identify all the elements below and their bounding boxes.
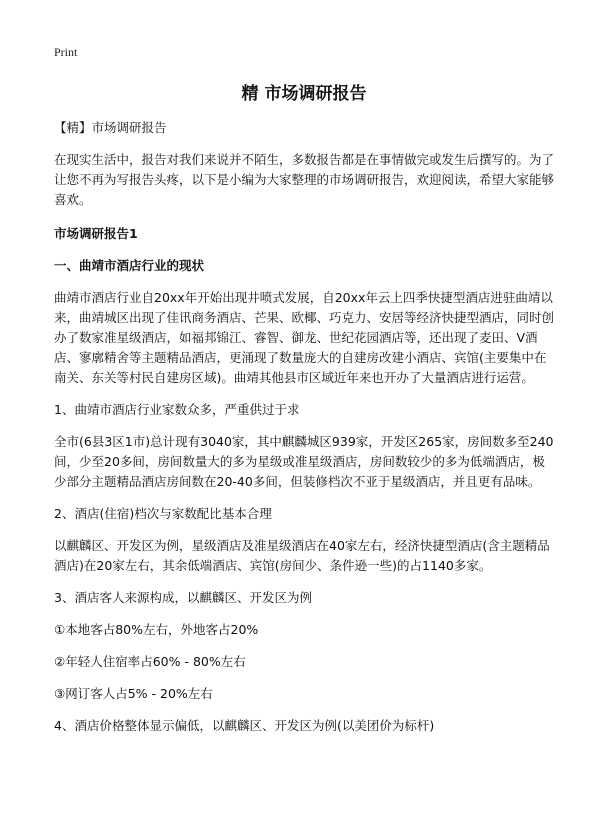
paragraph-1: 曲靖市酒店行业自20xx年开始出现井喷式发展，自20xx年云上四季快捷型酒店进驻曲靖以来，曲靖城区出现了佳讯商务酒店、芒果、欧椰、巧克力、安居等经济快捷型酒店，同时创办了数家准星级酒店，如福邦锦江、睿智、御龙、世纪花园酒店等，还出现了麦田、V酒店、寥廓精舍等主题精品酒店，更涌现了数量庞大的自建房改建小酒店、宾馆(主要集中在南关、东关等村民自建房区域)。曲靖其他县市区域近年来也开办了大量酒店进行运营。 — [54, 290, 555, 385]
paragraph-3: 以麒麟区、开发区为例，星级酒店及准星级酒店在40家左右，经济快捷型酒店(含主题精品酒店)在20家左右，其余低端酒店、宾馆(房间少、条件逊一些)的占1140多家。 — [54, 538, 550, 573]
intro-paragraph: 在现实生活中，报告对我们来说并不陌生，多数报告都是在事情做完或发生后撰写的。为了让您不再为写报告头疼，以下是小编为大家整理的市场调研报告，欢迎阅读，希望大家能够喜欢。 — [54, 152, 555, 207]
document-title: 精 市场调研报告 — [241, 84, 367, 104]
list-item-4: 4、酒店价格整体显示偏低，以麒麟区、开发区为例(以美团价为标杆) — [54, 718, 435, 733]
list-item-2: 2、酒店(住宿)档次与家数配比基本合理 — [54, 506, 272, 521]
list-item-1: 1、曲靖市酒店行业家数众多，严重供过于求 — [54, 402, 300, 417]
list-item-3: 3、酒店客人来源构成，以麒麟区、开发区为例 — [54, 590, 312, 605]
sub-item-3: ③网订客人占5% - 20%左右 — [54, 686, 213, 701]
heading-1: 一、曲靖市酒店行业的现状 — [54, 258, 205, 273]
print-label: Print — [54, 45, 78, 59]
document-body — [54, 80, 554, 736]
sub-item-1: ①本地客占80%左右，外地客占20% — [54, 622, 259, 637]
paragraph-2: 全市(6县3区1市)总计现有3040家，其中麒麟城区939家，开发区265家，房间数多至240间，少至20多间，房间数量大的多为星级或准星级酒店，房间数较少的多为低端酒店，极少部分主题精品酒店房间数在20-40多间，但装修档次不亚于星级酒店，并且更有品味。 — [54, 434, 554, 489]
sub-item-2: ②年轻人住宿率占60% - 80%左右 — [54, 654, 246, 669]
document-subtitle: 【精】市场调研报告 — [54, 120, 167, 135]
section-title: 市场调研报告1 — [54, 226, 138, 241]
